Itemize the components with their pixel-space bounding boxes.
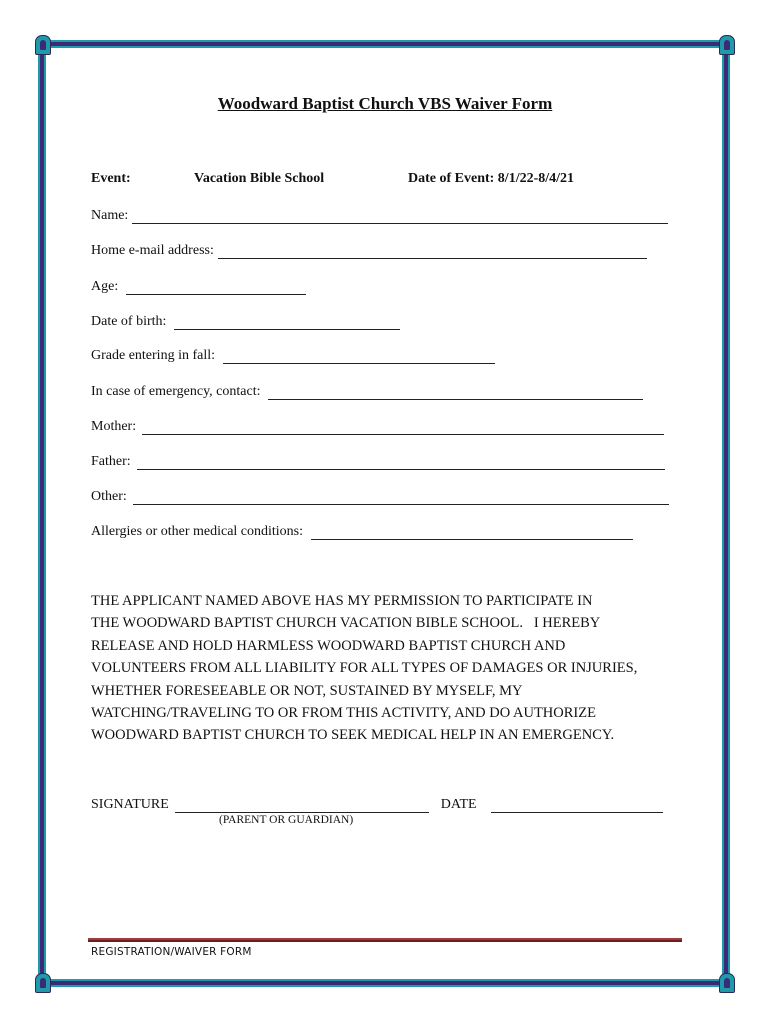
event-label: Event: — [91, 171, 131, 186]
date-label: DATE — [440, 797, 477, 812]
event-row — [91, 171, 691, 191]
event-value: Vacation Bible School — [194, 171, 325, 186]
father-label: Father: — [91, 454, 131, 469]
dob-line[interactable] — [174, 315, 400, 330]
emergency-field[interactable] — [91, 380, 643, 400]
other-label: Other: — [91, 489, 127, 504]
age-label: Age: — [91, 279, 119, 294]
grade-field[interactable] — [91, 344, 495, 364]
dob-field[interactable] — [91, 310, 400, 330]
corner-ornament-icon — [35, 35, 51, 55]
allergies-field[interactable] — [91, 520, 633, 540]
corner-ornament-icon — [719, 973, 735, 993]
name-label: Name: — [91, 208, 129, 223]
waiver-text: THE APPLICANT NAMED ABOVE HAS MY PERMISSION TO PARTICIPATE IN THE WOODWARD BAPTIST CHURCH VACATION BIBLE SCHOOL. I HEREBY RELEASE AND HOLD HARMLESS WOODWARD BAPTIST CHURCH AND VOLUNTEERS FROM ALL LIABILITY FOR ALL TYPES OF DAMAGES OR INJURIES, WHETHER FORESEEABLE OR NOT, SUSTAINED BY MYSELF, MY WATCHING/TRAVELING TO OR FROM THIS ACTIVITY, AND DO AUTHORIZE WOODWARD BAPTIST CHURCH TO SEEK MEDICAL HELP IN AN EMERGENCY. — [91, 593, 638, 744]
mother-field[interactable] — [91, 415, 664, 435]
mother-label: Mother: — [91, 419, 137, 434]
allergies-line[interactable] — [311, 525, 633, 540]
corner-ornament-icon — [35, 973, 51, 993]
border-left — [38, 44, 46, 986]
other-field[interactable] — [91, 485, 669, 505]
age-field[interactable] — [91, 275, 306, 295]
email-line[interactable] — [218, 244, 647, 259]
event-date: Date of Event: 8/1/22-8/4/21 — [408, 171, 575, 186]
emergency-label: In case of emergency, contact: — [91, 384, 261, 399]
dob-label: Date of birth: — [91, 314, 167, 329]
signature-line[interactable] — [175, 798, 429, 813]
allergies-label: Allergies or other medical conditions: — [91, 524, 304, 539]
emergency-line[interactable] — [268, 385, 643, 400]
date-line[interactable] — [491, 798, 663, 813]
corner-ornament-icon — [719, 35, 735, 55]
email-field[interactable] — [91, 239, 647, 259]
footer-divider — [88, 938, 682, 942]
age-line[interactable] — [126, 280, 306, 295]
border-bottom — [44, 979, 724, 987]
grade-line[interactable] — [223, 349, 495, 364]
grade-label: Grade entering in fall: — [91, 348, 216, 363]
father-line[interactable] — [137, 455, 665, 470]
name-line[interactable] — [132, 209, 668, 224]
email-label: Home e-mail address: — [91, 243, 214, 258]
border-right — [722, 44, 730, 986]
signature-label: SIGNATURE — [91, 797, 169, 812]
other-line[interactable] — [133, 490, 669, 505]
footer-label: REGISTRATION/WAIVER FORM — [91, 946, 252, 958]
mother-line[interactable] — [142, 420, 664, 435]
father-field[interactable] — [91, 450, 665, 470]
signature-subtitle: (PARENT OR GUARDIAN) — [219, 814, 354, 826]
form-title: Woodward Baptist Church VBS Waiver Form — [217, 94, 553, 113]
border-top — [44, 40, 724, 48]
name-field[interactable] — [91, 204, 668, 224]
signature-row — [91, 793, 663, 813]
